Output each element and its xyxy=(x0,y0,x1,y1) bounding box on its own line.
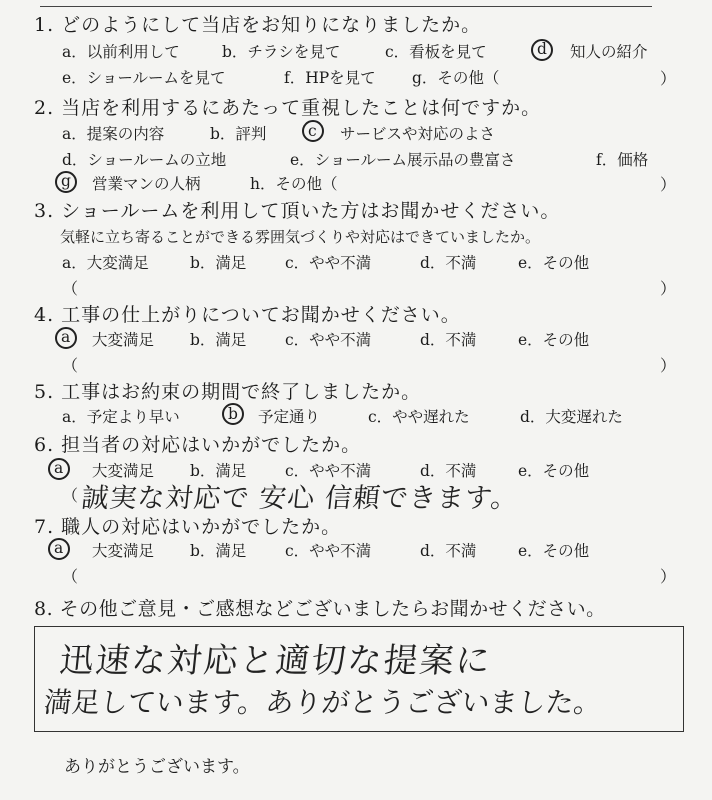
q1-close-paren: ） xyxy=(660,69,677,88)
q2-option-d: d．ショールームの立地 xyxy=(62,151,227,169)
q1-option-d: 知人の紹介 xyxy=(570,43,648,61)
q4-option-a: 大変満足 xyxy=(92,331,155,349)
q3-option-a: a．大変満足 xyxy=(62,254,149,272)
q6-handwritten-answer: 誠実な対応で 安心 信頼できます。 xyxy=(80,483,521,514)
q5-option-c: c．やや遅れた xyxy=(368,408,470,426)
q4-title: 4. 工事の仕上がりについてお聞かせください。 xyxy=(34,304,461,326)
q2-option-g: 営業マンの人柄 xyxy=(92,175,201,193)
q1-option-f: f．HPを見て xyxy=(284,69,376,87)
q5-option-a: a．予定より早い xyxy=(62,408,180,426)
q4-option-e: e．その他 xyxy=(518,331,590,349)
q1-option-g: g．その他（ xyxy=(412,69,500,87)
q1-option-d-letter: d xyxy=(537,40,547,58)
q4-option-c: c．やや不満 xyxy=(285,331,372,349)
q3-option-d: d．不満 xyxy=(420,254,477,272)
q7-option-c: c．やや不満 xyxy=(285,542,372,560)
q1-option-c: c．看板を見て xyxy=(385,43,487,61)
q7-option-a: 大変満足 xyxy=(92,542,155,560)
q5-option-b: 予定通り xyxy=(258,408,321,426)
q7-close-paren: ） xyxy=(660,567,677,586)
q2-option-b: b．評判 xyxy=(210,125,267,143)
q3-option-b: b．満足 xyxy=(190,254,247,272)
q5-option-b-letter: b xyxy=(228,405,238,423)
q3-title: 3. ショールームを利用して頂いた方はお聞かせください。 xyxy=(34,200,561,222)
q2-option-g-letter: g xyxy=(61,172,71,190)
q6-option-a: 大変満足 xyxy=(92,462,155,480)
q8-handwritten-line2: 満足しています。ありがとうございました。 xyxy=(42,686,604,719)
q2-option-h: h．その他（ xyxy=(250,175,338,193)
q7-option-d: d．不満 xyxy=(420,542,477,560)
q7-title: 7. 職人の対応はいかがでしたか。 xyxy=(34,516,342,538)
q4-option-b: b．満足 xyxy=(190,331,247,349)
q1-option-a: a．以前利用して xyxy=(62,43,180,61)
footer-thanks: ありがとうございます。 xyxy=(64,757,250,777)
q7-option-a-letter: a xyxy=(54,539,64,557)
q6-option-b: b．満足 xyxy=(190,462,247,480)
q3-option-e: e．その他 xyxy=(518,254,590,272)
q7-option-e: e．その他 xyxy=(518,542,590,560)
q3-open-paren: （ xyxy=(62,279,79,298)
q4-option-a-letter: a xyxy=(61,328,71,346)
q4-close-paren: ） xyxy=(660,356,677,375)
q5-option-d: d．大変遅れた xyxy=(520,408,623,426)
q5-title: 5. 工事はお約束の期間で終了しましたか。 xyxy=(34,381,422,403)
q2-option-f: f．価格 xyxy=(596,151,649,169)
q8-title: 8. その他ご意見・ご感想などございましたらお聞かせください。 xyxy=(34,598,606,620)
q6-option-c: c．やや不満 xyxy=(285,462,372,480)
q6-open-paren: （ xyxy=(62,486,79,505)
q3-option-c: c．やや不満 xyxy=(285,254,372,272)
top-rule xyxy=(40,0,652,7)
q4-open-paren: （ xyxy=(62,356,79,375)
q2-close-paren: ） xyxy=(660,175,677,194)
q2-option-c-letter: c xyxy=(308,122,317,140)
q7-option-b: b．満足 xyxy=(190,542,247,560)
q6-option-a-letter: a xyxy=(54,459,64,477)
q2-title: 2. 当店を利用するにあたって重視したことは何ですか。 xyxy=(34,97,542,119)
q3-close-paren: ） xyxy=(660,279,677,298)
q6-option-e: e．その他 xyxy=(518,462,590,480)
q8-handwritten-line1: 迅速な対応と適切な提案に xyxy=(57,641,494,681)
q2-option-c: サービスや対応のよさ xyxy=(340,125,496,143)
q3-subtitle: 気軽に立ち寄ることができる雰囲気づくりや対応はできていましたか。 xyxy=(60,228,541,246)
q1-option-b: b．チラシを見て xyxy=(222,43,341,61)
q6-title: 6. 担当者の対応はいかがでしたか。 xyxy=(34,434,362,456)
q6-option-d: d．不満 xyxy=(420,462,477,480)
q2-option-e: e．ショールーム展示品の豊富さ xyxy=(290,151,516,169)
q1-option-e: e．ショールームを見て xyxy=(62,69,226,87)
q7-open-paren: （ xyxy=(62,567,79,586)
q4-option-d: d．不満 xyxy=(420,331,477,349)
q2-option-a: a．提案の内容 xyxy=(62,125,165,143)
q1-title: 1. どのようにして当店をお知りになりましたか。 xyxy=(34,14,482,36)
